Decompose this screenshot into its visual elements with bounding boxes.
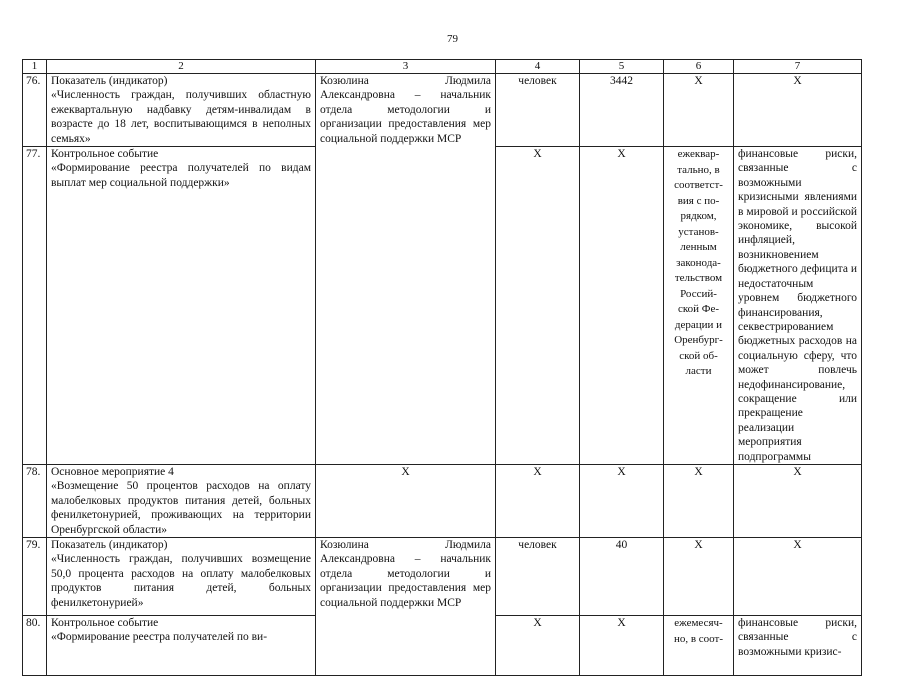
measure-cell [47, 464, 316, 537]
responsible-cell: Козюлина Людмила Александровна – начальник отдела методологии и организации предоставления мер социальной поддержки МСР [316, 74, 496, 465]
measure-type: Показатель (индикатор) [51, 75, 168, 87]
column-number: 1 [23, 60, 47, 74]
period-line: но, в соот- [673, 632, 724, 645]
period-line: ежеквар- [677, 148, 720, 161]
measure-type: Основное мероприятие 4 [51, 465, 174, 478]
column-number: 5 [580, 60, 664, 74]
period-line: ленным [680, 241, 717, 254]
period-line: Россий- [680, 287, 717, 300]
row-number: 77. [23, 147, 47, 465]
period-line: дерации и [674, 318, 723, 331]
column-number: 7 [734, 60, 862, 74]
period-line: ской об- [679, 349, 718, 362]
measure-type: Показатель (индикатор) [51, 539, 168, 551]
period-line: соответст- [674, 179, 723, 192]
unit-cell: Х [496, 147, 580, 465]
period-cell: Х [664, 464, 734, 537]
value-cell: Х [580, 616, 664, 676]
value-cell: Х [580, 147, 664, 465]
column-number: 4 [496, 60, 580, 74]
column-number-row [23, 60, 862, 74]
table-row [23, 538, 862, 616]
measure-cell [47, 74, 316, 147]
risks-cell: финансовые риски, связанные с возможными кризисными явлениями в мировой и российской экономике, высокой инфляцией, возникновением бюджетного дефицита и недостаточным уровнем бюджетного финансирования, секвестрированием бюджетных расходов на социальную сферу, что может повлечь недофинансирование, сокращение или прекращение реализации мероприятия подпрограммы [734, 147, 862, 465]
period-line: ласти [685, 365, 712, 378]
period-line: законода- [676, 256, 721, 269]
measure-text: «Формирование реестра получателей по видам выплат мер социальной поддержки» [51, 162, 311, 189]
value-cell: 40 [580, 538, 664, 616]
responsible-cell: Х [316, 464, 496, 537]
period-line: ской Фе- [677, 303, 720, 316]
period-line: установ- [678, 225, 719, 238]
period-cell [664, 147, 734, 465]
period-line: вия с по- [677, 194, 720, 207]
measure-cell [47, 538, 316, 616]
measure-type: Контрольное событие [51, 148, 159, 161]
column-number: 6 [664, 60, 734, 74]
measure-cell [47, 147, 316, 465]
period-line: тельством [674, 272, 723, 285]
unit-cell: Х [496, 464, 580, 537]
value-cell: 3442 [580, 74, 664, 147]
risks-cell: финансовые риски, связанные с возможными кризис- [734, 616, 862, 676]
measure-text: «Численность граждан, получивших областную ежеквартальную надбавку детям-инвалидам в возрасте до 18 лет, воспитывающимся в неполных семьях» [51, 89, 311, 145]
row-number: 78. [23, 464, 47, 537]
period-cell [664, 616, 734, 676]
responsible-cell: Козюлина Людмила Александровна – начальник отдела методологии и организации предоставления мер социальной поддержки МСР [316, 538, 496, 676]
column-number: 2 [47, 60, 316, 74]
row-number: 76. [23, 74, 47, 147]
period-line: Оренбург- [674, 334, 723, 347]
unit-cell: человек [496, 538, 580, 616]
period-cell: Х [664, 538, 734, 616]
measures-table [22, 59, 862, 676]
value-cell: Х [580, 464, 664, 537]
table-row [23, 464, 862, 537]
measure-text: «Возмещение 50 процентов расходов на оплату малобелковых продуктов питания детей, больных фенилкетонурией, проживающих на территории Оренбургской области» [51, 480, 311, 536]
period-cell: Х [664, 74, 734, 147]
risks-cell: Х [734, 464, 862, 537]
unit-cell: человек [496, 74, 580, 147]
measure-cell [47, 616, 316, 676]
risks-cell: Х [734, 538, 862, 616]
period-line: ежемесяч- [674, 617, 723, 629]
table-row [23, 74, 862, 147]
period-line: тально, в [677, 163, 720, 176]
measure-text: «Формирование реестра получателей по ви- [51, 631, 268, 644]
risks-cell: Х [734, 74, 862, 147]
unit-cell: Х [496, 616, 580, 676]
measure-type: Контрольное событие [51, 617, 159, 629]
row-number: 80. [23, 616, 47, 676]
row-number: 79. [23, 538, 47, 616]
table-container [22, 59, 861, 658]
page-number: 79 [447, 33, 458, 45]
measure-text: «Численность граждан, получивших возмещение 50,0 процента расходов на оплату малобелковых продуктов питания детей, больных фенилкетонурией» [51, 553, 311, 609]
column-number: 3 [316, 60, 496, 74]
period-line: рядком, [680, 210, 717, 223]
